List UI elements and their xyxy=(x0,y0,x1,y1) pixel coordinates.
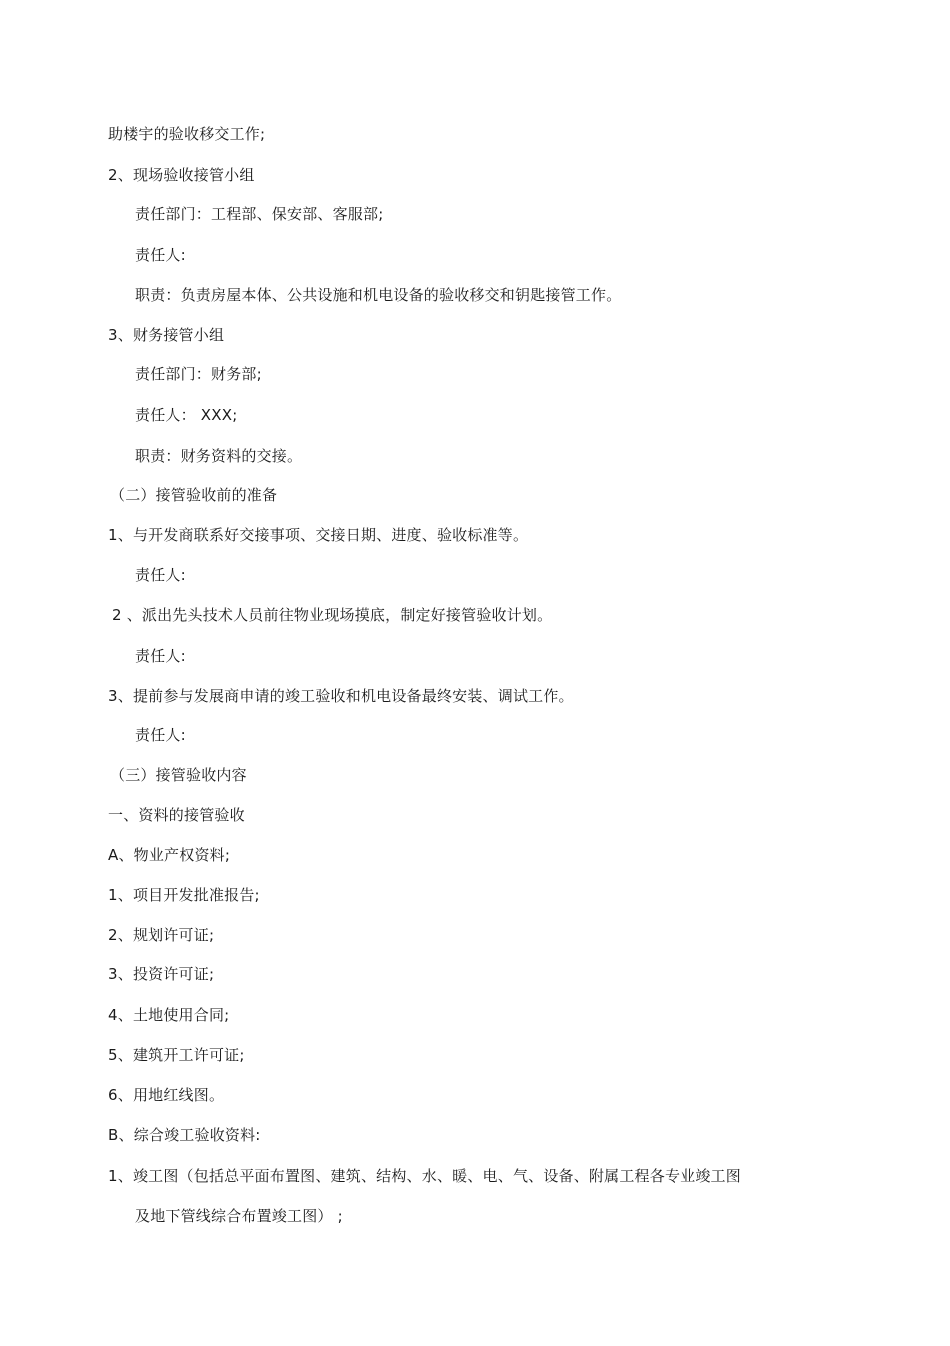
list-item: 3、投资许可证; xyxy=(108,965,215,983)
text-line: 责任人: xyxy=(135,647,186,665)
list-item: 1、竣工图（包括总平面布置图、建筑、结构、水、暖、电、气、设备、附属工程各专业竣工图 xyxy=(108,1167,741,1185)
text-line: 2 、派出先头技术人员前往物业现场摸底，制定好接管验收计划。 xyxy=(112,606,553,624)
text-line: 责任人: xyxy=(135,246,186,264)
text-line: 助楼宇的验收移交工作; xyxy=(108,125,266,143)
text-line: A、物业产权资料; xyxy=(108,846,231,864)
text-line: 责任人： XXX; xyxy=(135,406,238,424)
text-line: 职责：财务资料的交接。 xyxy=(135,447,303,465)
text-line: 1、与开发商联系好交接事项、交接日期、进度、验收标准等。 xyxy=(108,526,529,544)
section-heading: 一、资料的接管验收 xyxy=(108,806,245,824)
text-line: 责任部门：工程部、保安部、客服部; xyxy=(135,205,384,223)
text-line: 责任部门：财务部; xyxy=(135,365,262,383)
list-item: 6、用地红线图。 xyxy=(108,1086,225,1104)
section-heading: 3、财务接管小组 xyxy=(108,326,225,344)
list-item: 5、建筑开工许可证; xyxy=(108,1046,245,1064)
text-line: 责任人: xyxy=(135,726,186,744)
list-item: 4、土地使用合同; xyxy=(108,1006,230,1024)
section-heading: （三）接管验收内容 xyxy=(110,766,247,784)
section-heading: （二）接管验收前的准备 xyxy=(110,486,278,504)
list-item: 2、规划许可证; xyxy=(108,926,215,944)
text-line: 及地下管线综合布置竣工图） ; xyxy=(135,1207,343,1225)
text-line: 责任人: xyxy=(135,566,186,584)
text-line: 3、提前参与发展商申请的竣工验收和机电设备最终安装、调试工作。 xyxy=(108,687,574,705)
list-item: 1、项目开发批准报告; xyxy=(108,886,260,904)
text-line: 职责：负责房屋本体、公共设施和机电设备的验收移交和钥匙接管工作。 xyxy=(135,286,622,304)
text-line: B、综合竣工验收资料: xyxy=(108,1126,261,1144)
section-heading: 2、现场验收接管小组 xyxy=(108,166,255,184)
